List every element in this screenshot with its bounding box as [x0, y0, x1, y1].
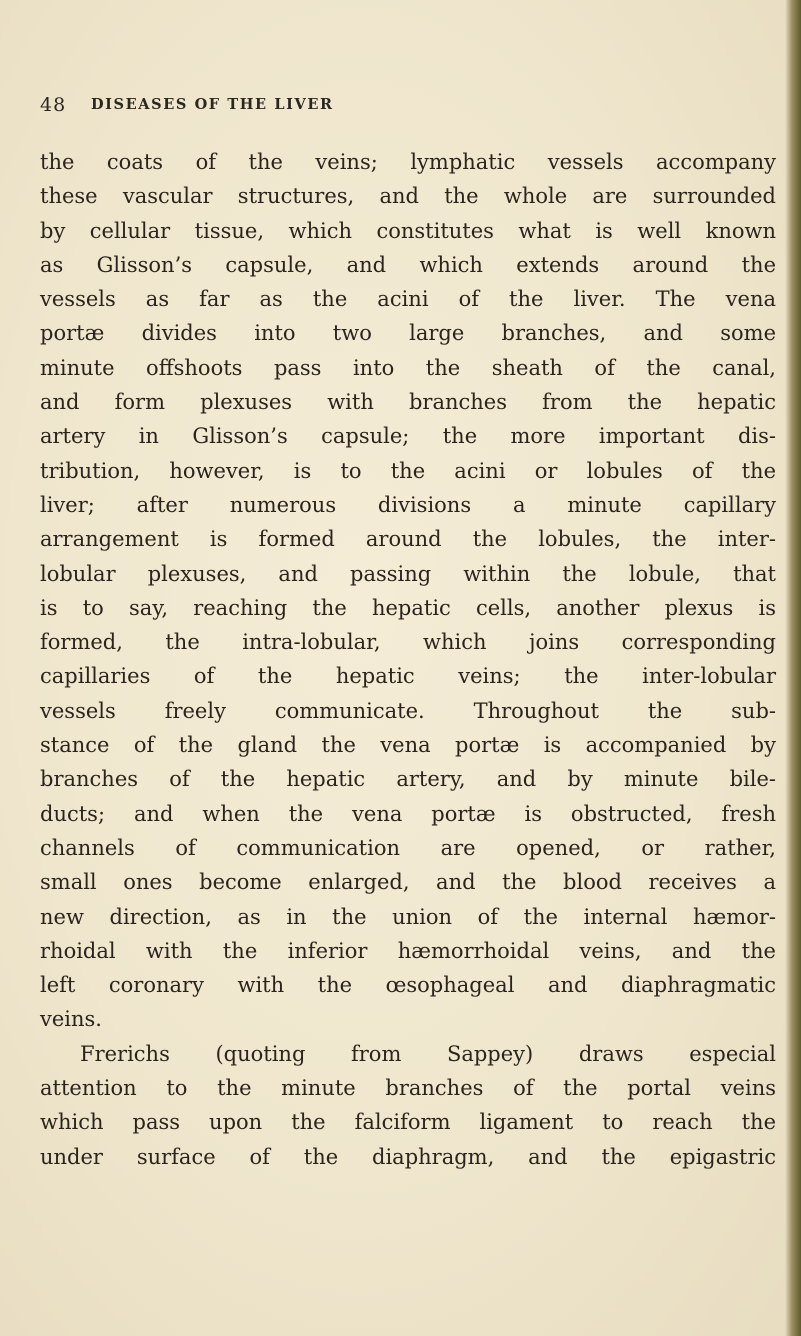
text-line-21: channels of communication are opened, or rather, [40, 835, 776, 860]
text-line-9: artery in Glisson’s capsule; the more important dis- [40, 424, 776, 449]
text-line-11: liver; after numerous divisions a minute capillary [40, 492, 776, 517]
binding-edge [785, 0, 801, 1336]
text-line-25: left coronary with the œsophageal and diaphragmatic [40, 973, 776, 998]
text-line-2: these vascular structures, and the whole are surrounded [40, 184, 776, 209]
text-line-8: and form plexuses with branches from the hepatic [40, 390, 776, 415]
text-line-3: by cellular tissue, which constitutes what is well known [40, 218, 776, 243]
text-line-16: capillaries of the hepatic veins; the inter-lobular [40, 664, 776, 689]
text-line-17: vessels freely communicate. Throughout the sub- [40, 698, 776, 723]
running-head [40, 94, 560, 120]
text-line-6: portæ divides into two large branches, and some [40, 321, 776, 346]
text-line-12: arrangement is formed around the lobules, the inter- [40, 527, 776, 552]
text-line-5: vessels as far as the acini of the liver. The vena [40, 287, 776, 312]
body-text [40, 145, 776, 1174]
text-line-13: lobular plexuses, and passing within the lobule, that [40, 561, 776, 586]
text-line-22: small ones become enlarged, and the blood receives a [40, 870, 776, 895]
text-line-26: veins. [40, 1007, 102, 1032]
text-line-15: formed, the intra-lobular, which joins corresponding [40, 630, 776, 655]
text-line-7: minute offshoots pass into the sheath of the canal, [40, 355, 776, 380]
text-line-14: is to say, reaching the hepatic cells, another plexus is [40, 595, 776, 620]
text-line-24: rhoidal with the inferior hæmorrhoidal veins, and the [40, 938, 776, 963]
running-title: DISEASES OF THE LIVER [91, 96, 334, 113]
text-line-30: under surface of the diaphragm, and the epigastric [40, 1144, 776, 1169]
text-line-4: as Glisson’s capsule, and which extends around the [40, 252, 776, 277]
text-line-27: Frerichs (quoting from Sappey) draws especial [80, 1041, 776, 1066]
text-line-20: ducts; and when the vena portæ is obstructed, fresh [40, 801, 776, 826]
text-line-29: which pass upon the falciform ligament to reach the [40, 1110, 776, 1135]
text-line-23: new direction, as in the union of the internal hæmor- [40, 904, 776, 929]
page-number: 48 [40, 94, 67, 116]
text-line-28: attention to the minute branches of the portal veins [40, 1076, 776, 1101]
text-line-18: stance of the gland the vena portæ is accompanied by [40, 733, 776, 758]
text-line-10: tribution, however, is to the acini or lobules of the [40, 458, 776, 483]
text-line-19: branches of the hepatic artery, and by minute bile- [40, 767, 776, 792]
text-line-1: the coats of the veins; lymphatic vessels accompany [40, 150, 776, 174]
